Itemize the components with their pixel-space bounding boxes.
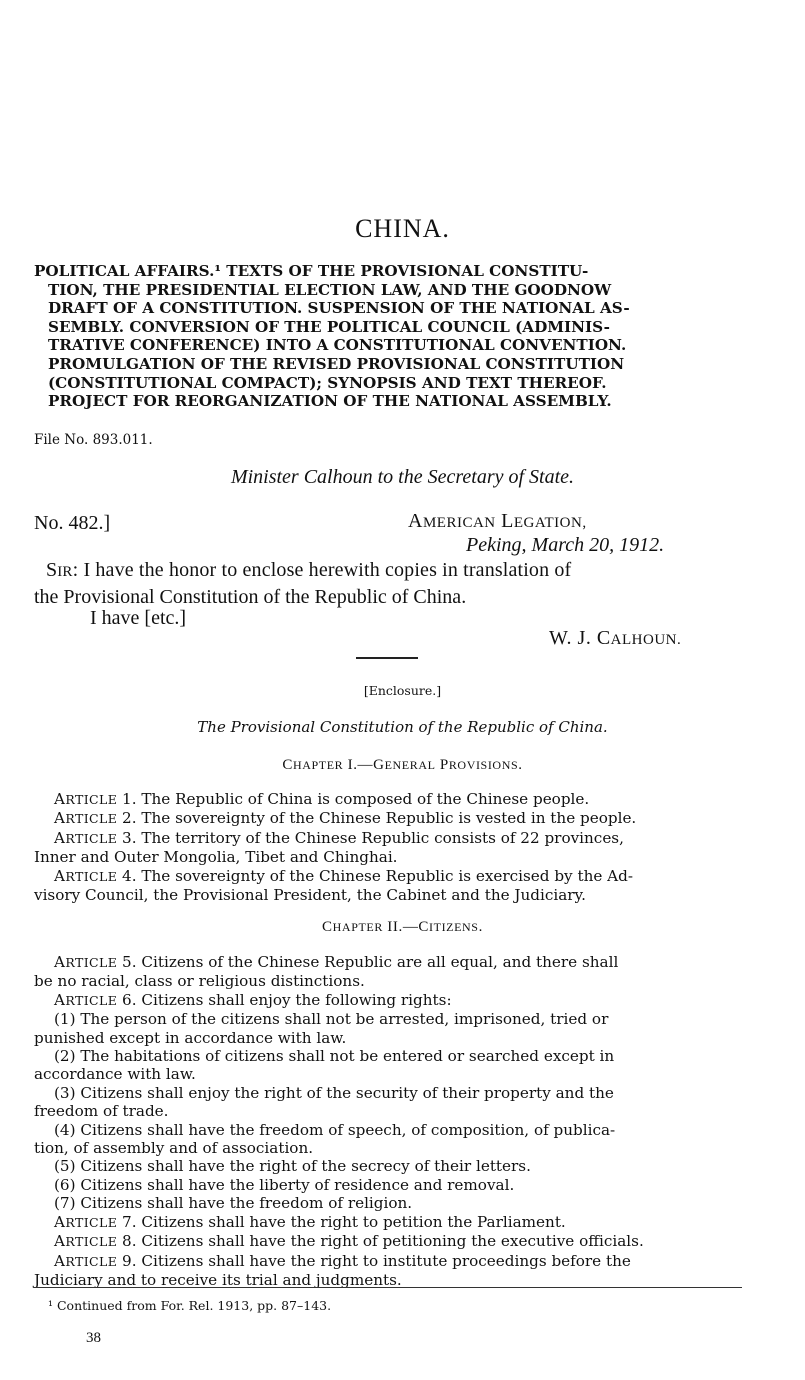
article-text: accordance with law. <box>34 1065 196 1084</box>
place-date: Peking, March 20, 1912. <box>466 534 665 556</box>
article-text: visory Council, the Provisional President, the Cabinet and the Judiciary. <box>34 886 586 905</box>
article-continuation <box>34 972 744 990</box>
article-label: ARTICLE <box>54 1232 118 1251</box>
article-continuation <box>34 1029 744 1047</box>
article-text: be no racial, class or religious distinctions. <box>34 972 365 991</box>
article-text: (6) Citizens shall have the liberty of residence and removal. <box>54 1175 515 1194</box>
article-continuation <box>34 886 744 904</box>
article-continuation <box>34 848 744 866</box>
article-text: (3) Citizens shall enjoy the right of the security of their property and the <box>54 1083 614 1102</box>
chapter-heading-part: II.—C <box>382 919 430 935</box>
chapter-heading-part: I.—G <box>343 757 385 773</box>
article-text: 1. The Republic of China is composed of the Chinese people. <box>117 790 590 808</box>
article-line <box>34 1232 744 1251</box>
article-text: 6. Citizens shall enjoy the following rights: <box>117 990 452 1009</box>
legation-initial: L <box>501 510 514 532</box>
article-label: ARTICLE <box>54 809 118 828</box>
article-continuation <box>34 1139 744 1157</box>
article-label: ARTICLE <box>54 1212 118 1231</box>
article-label: ARTICLE <box>54 828 118 847</box>
article-continuation <box>34 1047 744 1065</box>
article-line <box>34 867 744 886</box>
chapter-heading-part: C <box>282 757 293 773</box>
chapter-heading-part: HAPTER <box>292 758 344 772</box>
article-line <box>34 1252 744 1271</box>
article-text: 9. Citizens shall have the right to institute proceedings before the <box>117 1251 631 1270</box>
article-line <box>34 790 744 809</box>
article-continuation <box>34 1065 744 1083</box>
file-number: File No. 893.011. <box>34 432 153 448</box>
article-continuation <box>34 1010 744 1028</box>
salutation-rest: IR <box>57 564 73 580</box>
article-text: 8. Citizens shall have the right of petitioning the executive officials. <box>117 1232 644 1251</box>
legation-address <box>408 510 587 533</box>
article-text: (4) Citizens shall have the freedom of speech, of composition, of publica- <box>54 1120 616 1139</box>
document-number: No. 482.] <box>34 512 111 534</box>
article-text: 3. The territory of the Chinese Republic consists of 22 provinces, <box>117 828 624 847</box>
salutation-initial: S <box>46 559 58 581</box>
article-text: 4. The sovereignty of the Chinese Republic is exercised by the Ad- <box>117 866 633 885</box>
letter-closing: I have [etc.] <box>90 607 187 629</box>
chapter-heading-part: . <box>518 757 523 773</box>
letter-line <box>34 558 744 585</box>
article-label: ARTICLE <box>54 866 118 885</box>
headline-line: POLITICAL AFFAIRS.¹ TEXTS OF THE PROVISIONAL CONSTITU- <box>34 262 589 280</box>
article-continuation <box>34 1176 744 1194</box>
article-label: ARTICLE <box>54 790 118 808</box>
article-text: (1) The person of the citizens shall not be arrested, imprisoned, tried or <box>54 1010 609 1029</box>
article-continuation <box>34 1157 744 1175</box>
headline-line: PROMULGATION OF THE REVISED PROVISIONAL CONSTITUTION <box>48 354 625 373</box>
chapter-articles <box>34 790 744 904</box>
legation-rest: EGATION, <box>513 515 587 531</box>
article-line <box>34 991 744 1010</box>
letter-body <box>34 558 744 610</box>
article-text: 2. The sovereignty of the Chinese Republic is vested in the people. <box>117 809 637 828</box>
headline-line: (CONSTITUTIONAL COMPACT); SYNOPSIS AND TEXT THEREOF. <box>48 373 607 392</box>
article-text: (5) Citizens shall have the right of the secrecy of their letters. <box>54 1157 531 1176</box>
article-line <box>34 953 744 972</box>
article-text: Inner and Outer Mongolia, Tibet and Chinghai. <box>34 848 398 867</box>
page-number: 38 <box>86 1330 101 1346</box>
footnote-divider <box>34 1287 742 1288</box>
headline-line: DRAFT OF A CONSTITUTION. SUSPENSION OF THE NATIONAL AS- <box>48 299 630 318</box>
article-label: ARTICLE <box>54 953 118 971</box>
article-text: punished except in accordance with law. <box>34 1028 347 1047</box>
article-text: Judiciary and to receive its trial and judgments. <box>34 1270 402 1289</box>
article-text: freedom of trade. <box>34 1102 169 1121</box>
headline-line: TRATIVE CONFERENCE) INTO A CONSTITUTIONAL CONVENTION. <box>48 336 627 355</box>
chapter-heading-part: P <box>435 757 449 773</box>
enclosure-label: [Enclosure.] <box>363 683 442 698</box>
article-text: (7) Citizens shall have the freedom of religion. <box>54 1194 413 1213</box>
letter-text: : I have the honor to enclose herewith copies in translation of <box>72 559 572 581</box>
chapter-articles <box>34 953 744 1289</box>
section-headline <box>34 262 744 411</box>
chapter-heading <box>0 919 805 936</box>
article-text: (2) The habitations of citizens shall not be entered or searched except in <box>54 1047 615 1066</box>
chapter-heading-part: HAPTER <box>332 920 383 934</box>
article-text: tion, of assembly and of association. <box>34 1139 314 1158</box>
article-continuation <box>34 1121 744 1139</box>
article-label: ARTICLE <box>54 990 118 1009</box>
chapter-heading-part: ITIZENS <box>429 920 479 934</box>
article-label: ARTICLE <box>54 1251 118 1270</box>
letter-line: the Provisional Constitution of the Republic of China. <box>34 586 467 608</box>
article-text: 5. Citizens of the Chinese Republic are all equal, and there shall <box>117 953 619 971</box>
chapter-heading <box>0 757 805 774</box>
article-continuation <box>34 1194 744 1212</box>
article-text: 7. Citizens shall have the right to petition the Parliament. <box>117 1212 566 1231</box>
headline-line: PROJECT FOR REORGANIZATION OF THE NATIONAL ASSEMBLY. <box>48 392 612 411</box>
chapter-heading-part: ROVISIONS <box>448 758 519 772</box>
footnote: ¹ Continued from For. Rel. 1913, pp. 87–143. <box>48 1298 332 1313</box>
article-line <box>34 1213 744 1232</box>
section-divider <box>356 657 418 659</box>
headline-line: TION, THE PRESIDENTIAL ELECTION LAW, AND THE GOODNOW <box>48 280 612 299</box>
article-continuation <box>34 1102 744 1120</box>
enclosure-title: The Provisional Constitution of the Republic of China. <box>197 718 608 736</box>
article-continuation <box>34 1084 744 1102</box>
article-line <box>34 809 744 828</box>
page-title: CHINA. <box>355 214 450 243</box>
letter-heading: Minister Calhoun to the Secretary of State. <box>230 466 575 488</box>
signature-rest: ALHOUN. <box>610 632 682 648</box>
headline-line: SEMBLY. CONVERSION OF THE POLITICAL COUNCIL (ADMINIS- <box>48 317 610 336</box>
chapter-heading-part: C <box>322 919 333 935</box>
chapter-heading-part: . <box>478 919 483 935</box>
article-line <box>34 829 744 848</box>
legation-rest: MERICAN <box>422 515 496 531</box>
chapter-heading-part: ENERAL <box>384 758 436 772</box>
signature <box>549 627 681 650</box>
signature-initials: W. J. C <box>549 627 611 649</box>
legation-initial: A <box>408 510 423 532</box>
